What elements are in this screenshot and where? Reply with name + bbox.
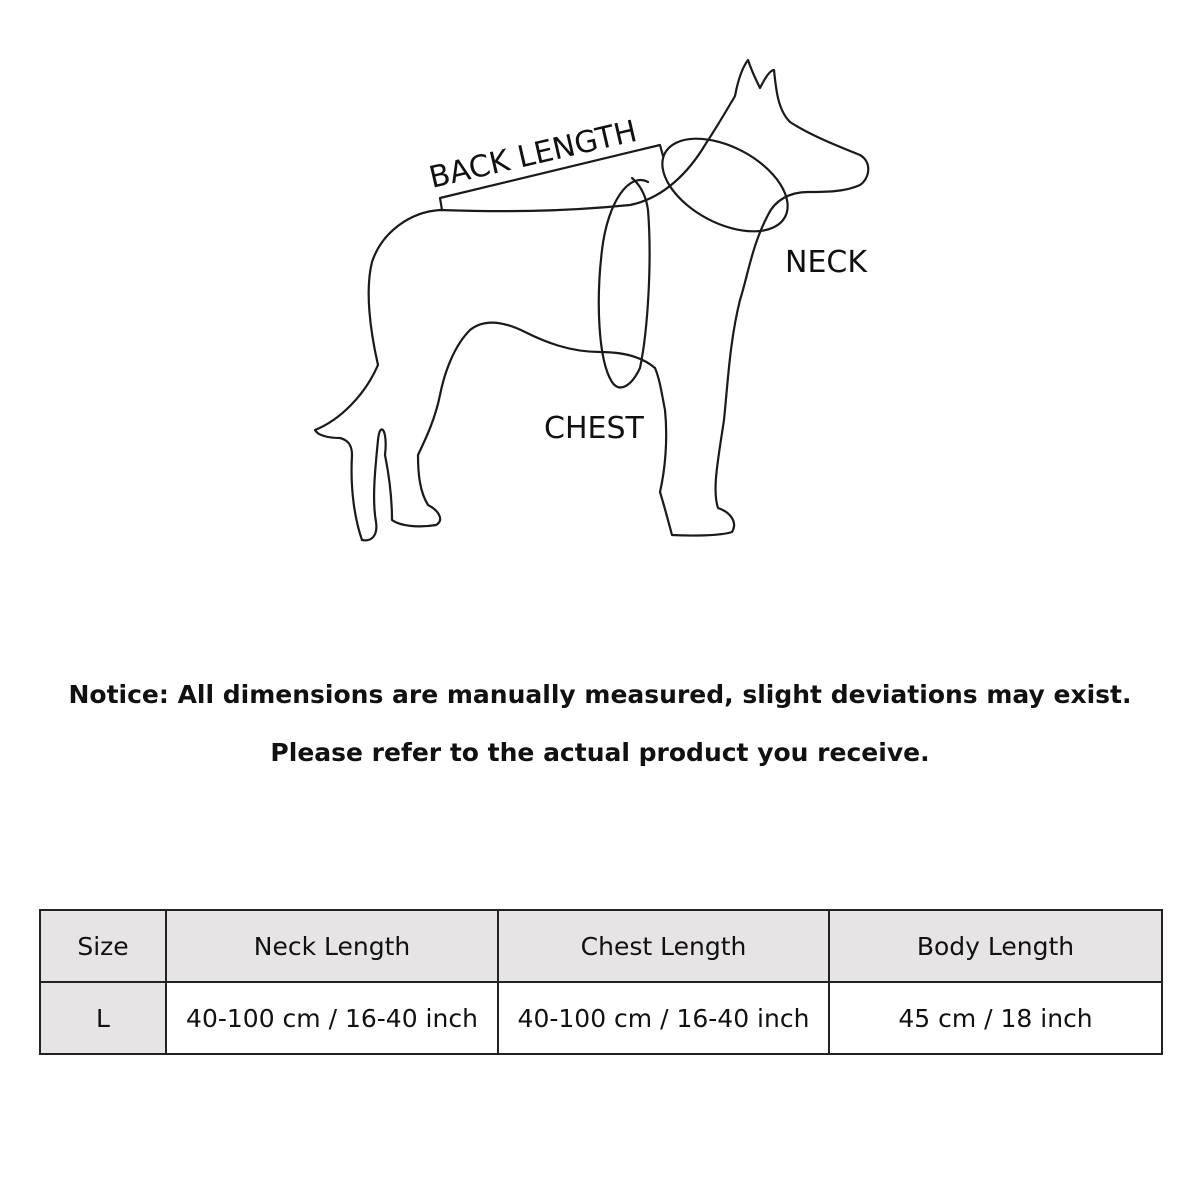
table-header-cell: Neck Length [166, 910, 498, 982]
neck-loop [647, 120, 803, 251]
table-row [40, 982, 1162, 1054]
neck-label: NECK [785, 245, 868, 280]
notice-line-1: Notice: All dimensions are manually measured, slight deviations may exist. [68, 680, 1132, 709]
table-cell-body: 45 cm / 18 inch [829, 982, 1162, 1054]
table-header-cell: Body Length [829, 910, 1162, 982]
table-cell-size: L [40, 982, 166, 1054]
table-header-cell: Chest Length [498, 910, 829, 982]
size-table [39, 909, 1163, 1055]
chest-loop [599, 178, 650, 387]
back-length-label: BACK LENGTH [425, 114, 641, 196]
chest-label: CHEST [544, 411, 644, 446]
table-cell-neck: 40-100 cm / 16-40 inch [166, 982, 498, 1054]
table-cell-chest: 40-100 cm / 16-40 inch [498, 982, 829, 1054]
table-header-row [40, 910, 1162, 982]
notice-line-2: Please refer to the actual product you receive. [270, 738, 930, 767]
table-header-cell: Size [40, 910, 166, 982]
